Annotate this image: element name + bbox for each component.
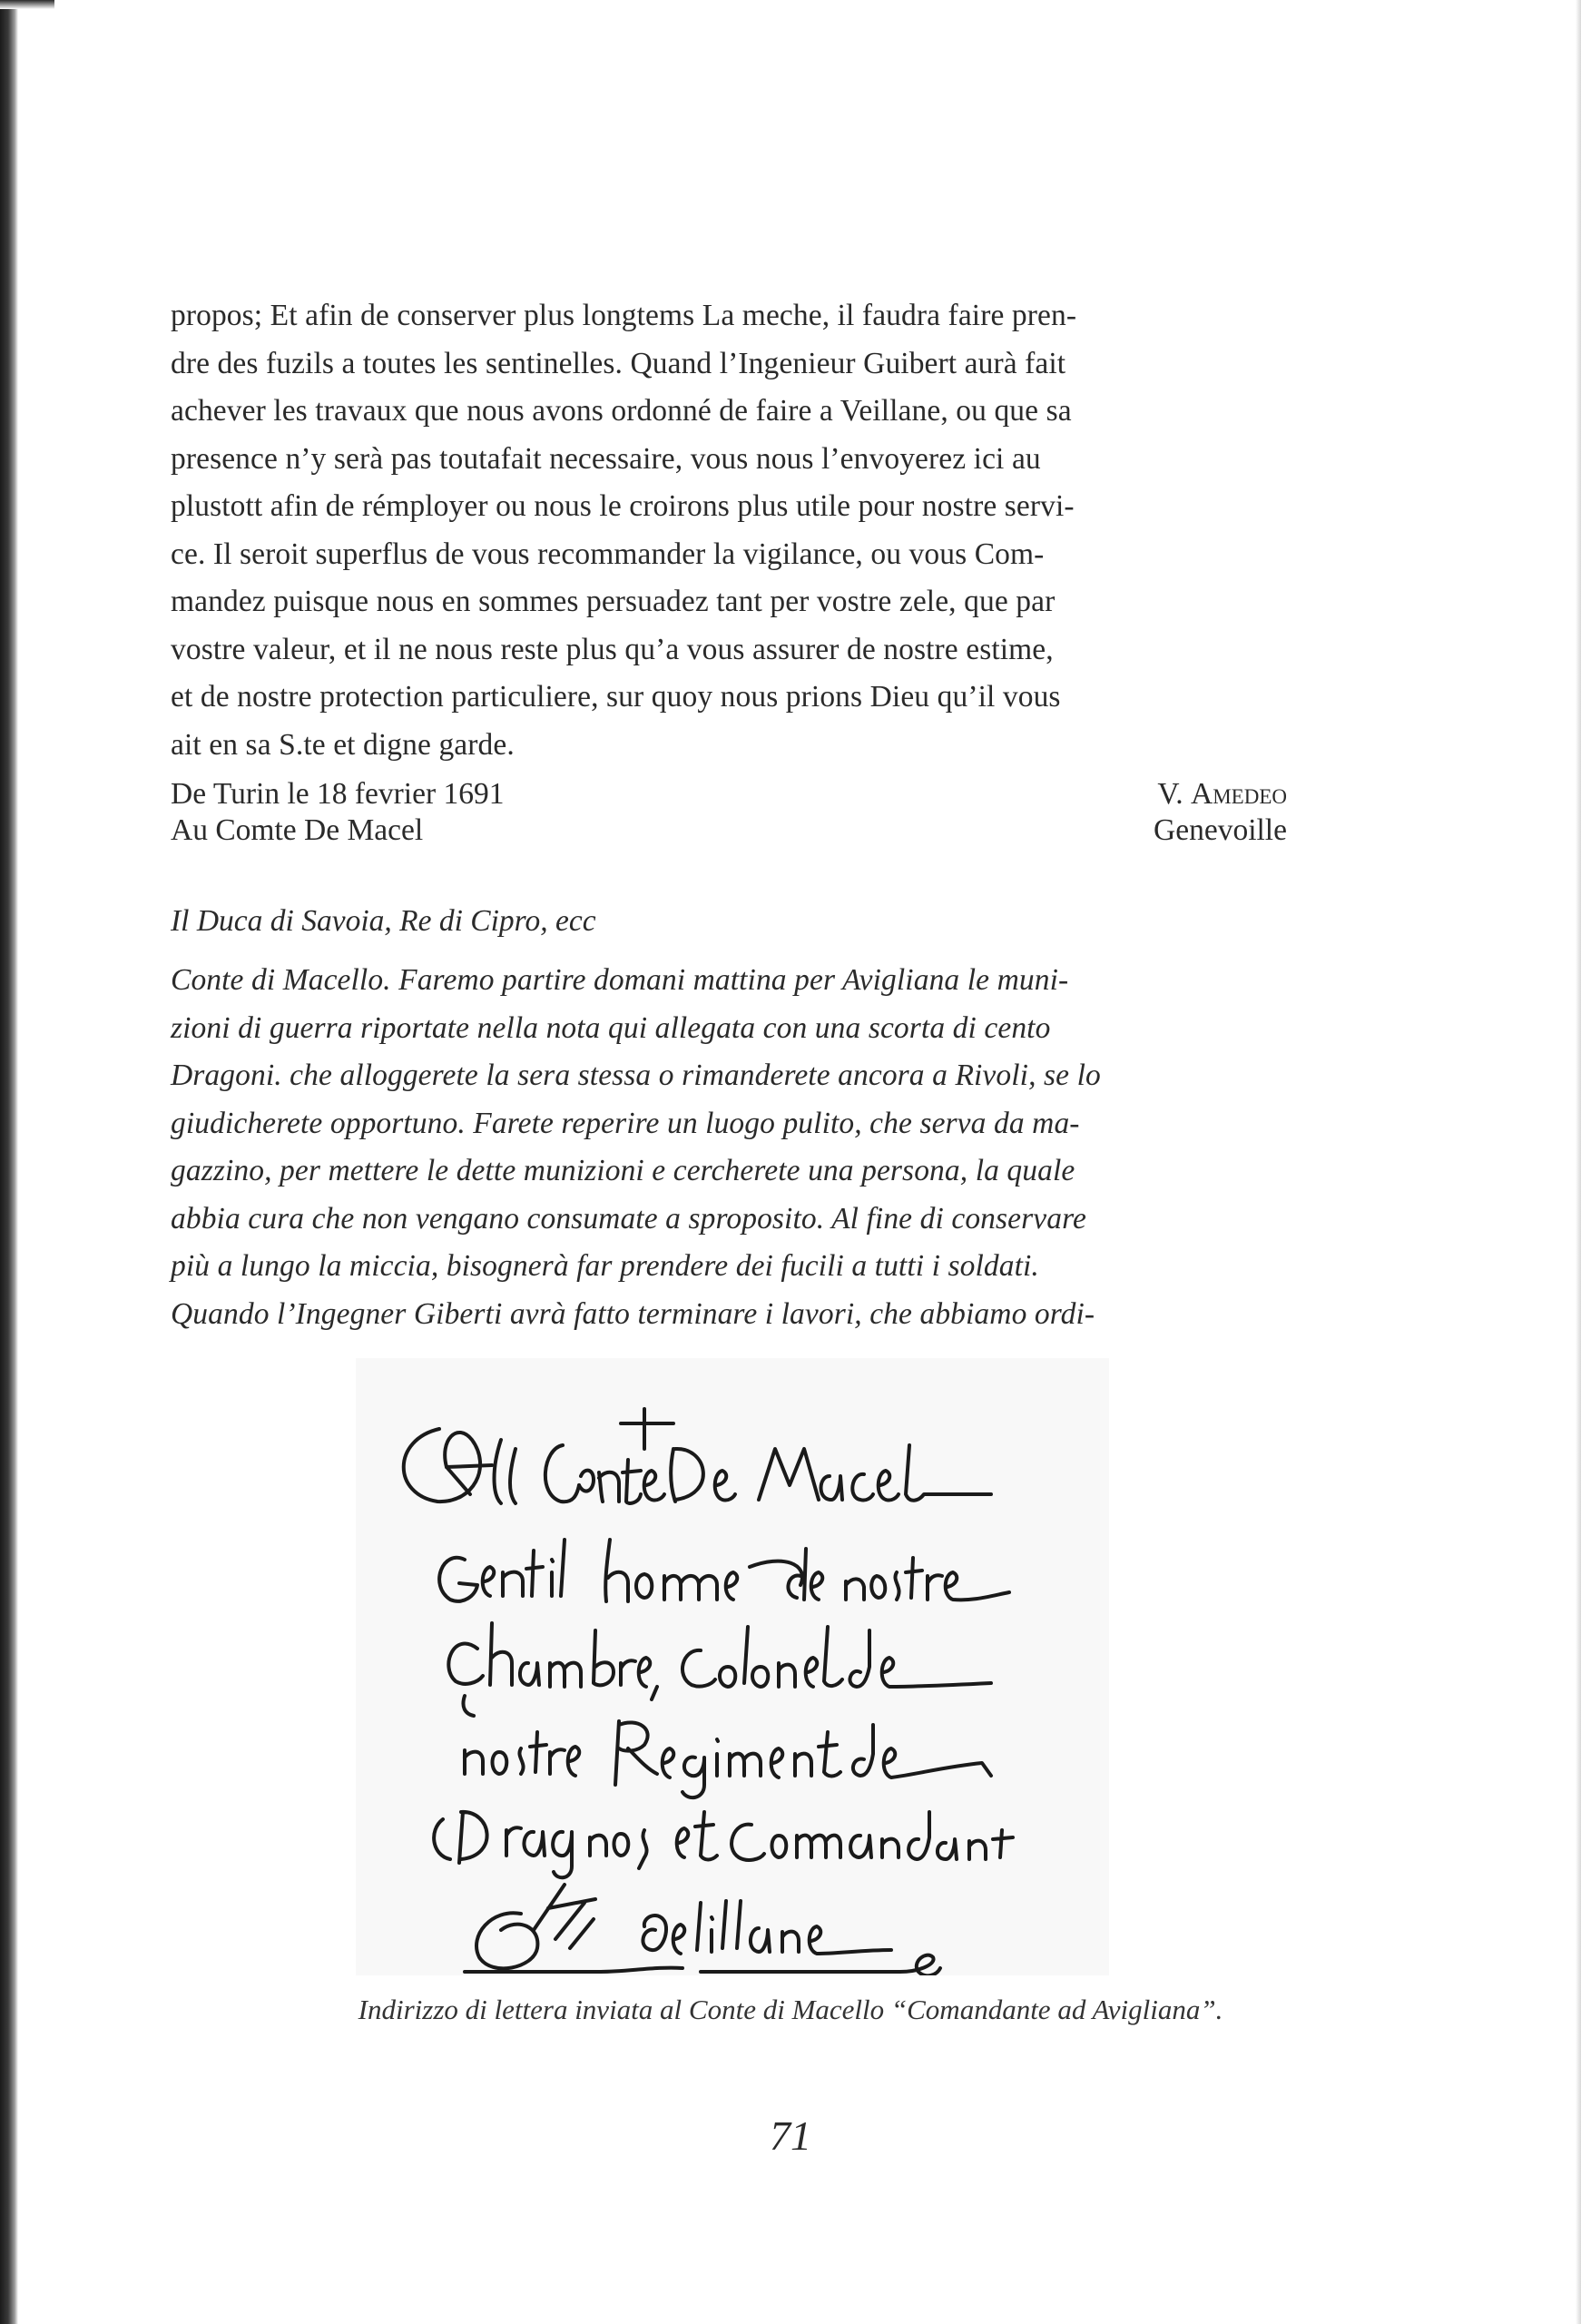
french-letter-body bbox=[171, 292, 1287, 769]
figure-caption: Indirizzo di lettera inviata al Conte di Macello “Comandante ad Avigliana”. bbox=[358, 1994, 1223, 2025]
page-right-edge bbox=[1576, 0, 1581, 2324]
signer-name: Amedeo bbox=[1191, 777, 1287, 811]
text-line: abbia cura che non vengano consumate a sproposito. Al fine di conservare bbox=[171, 1201, 1086, 1236]
text-line: mandez puisque nous en sommes persuadez tant per vostre zele, que par bbox=[171, 585, 1056, 618]
signer bbox=[1157, 776, 1287, 812]
text-line: Dragoni. che alloggerete la sera stessa o rimanderete ancora a Rivoli, se lo bbox=[171, 1059, 1101, 1092]
text-line: achever les travaux que nous avons ordonné de faire a Veillane, ou que sa bbox=[171, 394, 1072, 428]
text-line: plustott afin de rémployer ou nous le croirons plus utile pour nostre servi- bbox=[171, 489, 1075, 523]
recipient-line: Au Comte De Macel bbox=[171, 813, 424, 847]
text-line: gazzino, per mettere le dette munizioni e cercherete una persona, la quale bbox=[171, 1154, 1075, 1187]
text-line: giudicherete opportuno. Farete reperire un luogo pulito, che serva da ma- bbox=[171, 1106, 1080, 1140]
italian-letter-body bbox=[171, 957, 1287, 1338]
page-binding-shadow bbox=[0, 0, 18, 2324]
text-line: ce. Il seroit superflus de vous recommander la vigilance, ou vous Com- bbox=[171, 537, 1045, 571]
page-number: 71 bbox=[770, 2112, 811, 2159]
text-line: presence n’y serà pas toutafait necessaire, vous nous l’envoyerez ici au bbox=[171, 441, 1041, 476]
text-line: dre des fuzils a toutes les sentinelles. Quand l’Ingenieur Guibert aurà fait bbox=[171, 346, 1066, 380]
text-line: Quando l’Ingegner Giberti avrà fatto terminare i lavori, che abbiamo ordi- bbox=[171, 1296, 1095, 1331]
handwriting-drawing bbox=[356, 1358, 1109, 1975]
text-line: Conte di Macello. Faremo partire domani mattina per Avigliana le muni- bbox=[171, 963, 1069, 997]
date-line: De Turin le 18 fevrier 1691 bbox=[171, 777, 505, 811]
text-line: propos; Et afin de conserver plus longtems La meche, il faudra faire pren- bbox=[171, 299, 1077, 332]
text-line: ait en sa S.te et digne garde. bbox=[171, 727, 515, 762]
text-line: più a lungo la miccia, bisognerà far prendere dei fucili a tutti i soldati. bbox=[171, 1249, 1039, 1283]
text-line: et de nostre protection particuliere, sur quoy nous prions Dieu qu’il vous bbox=[171, 680, 1061, 714]
text-line: zioni di guerra riportate nella nota qui allegata con una scorta di cento bbox=[171, 1010, 1051, 1045]
page-top-edge bbox=[0, 0, 54, 9]
italian-heading: Il Duca di Savoia, Re di Cipro, ecc bbox=[171, 904, 596, 938]
signer-initial: V. bbox=[1157, 777, 1192, 811]
manuscript-address-image bbox=[356, 1358, 1109, 1975]
text-line: vostre valeur, et il ne nous reste plus qu’a vous assurer de nostre estime, bbox=[171, 632, 1054, 666]
countersigner: Genevoille bbox=[1154, 813, 1287, 847]
